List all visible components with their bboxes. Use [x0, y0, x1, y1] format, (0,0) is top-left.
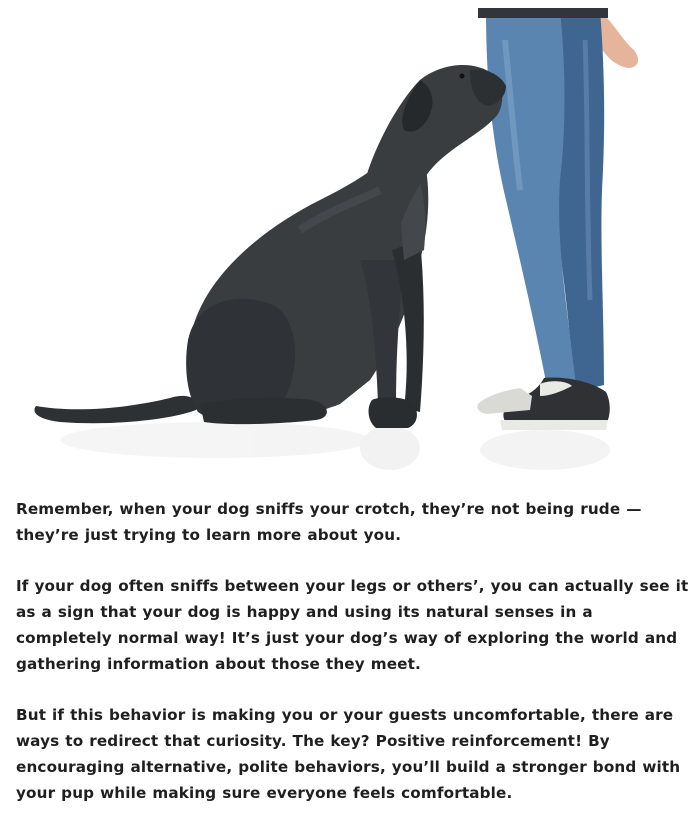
dog: [34, 65, 506, 428]
person-shoes: [477, 378, 610, 430]
paragraph-intro: Remember, when your dog sniffs your crotch, they’re not being rude — they’re just trying to learn more about you.: [16, 500, 642, 544]
person-legs: [478, 8, 638, 392]
paragraph-redirect-behavior: But if this behavior is making you or your guests uncomfortable, there are ways to redirect that curiosity. The key? Positive reinforcement! By encouraging alternative, polite behaviors, you’ll build a stronger bond with your pup while making sure everyone feels comfortable.: [16, 706, 681, 802]
article-body: [16, 496, 692, 831]
paragraph-sniffing-explanation: If your dog often sniffs between your legs or others’, you can actually see it as a sign that your dog is happy and using its natural senses in a completely normal way! It’s just your dog’s way of exploring the world and gathering information about those they meet.: [16, 577, 689, 673]
